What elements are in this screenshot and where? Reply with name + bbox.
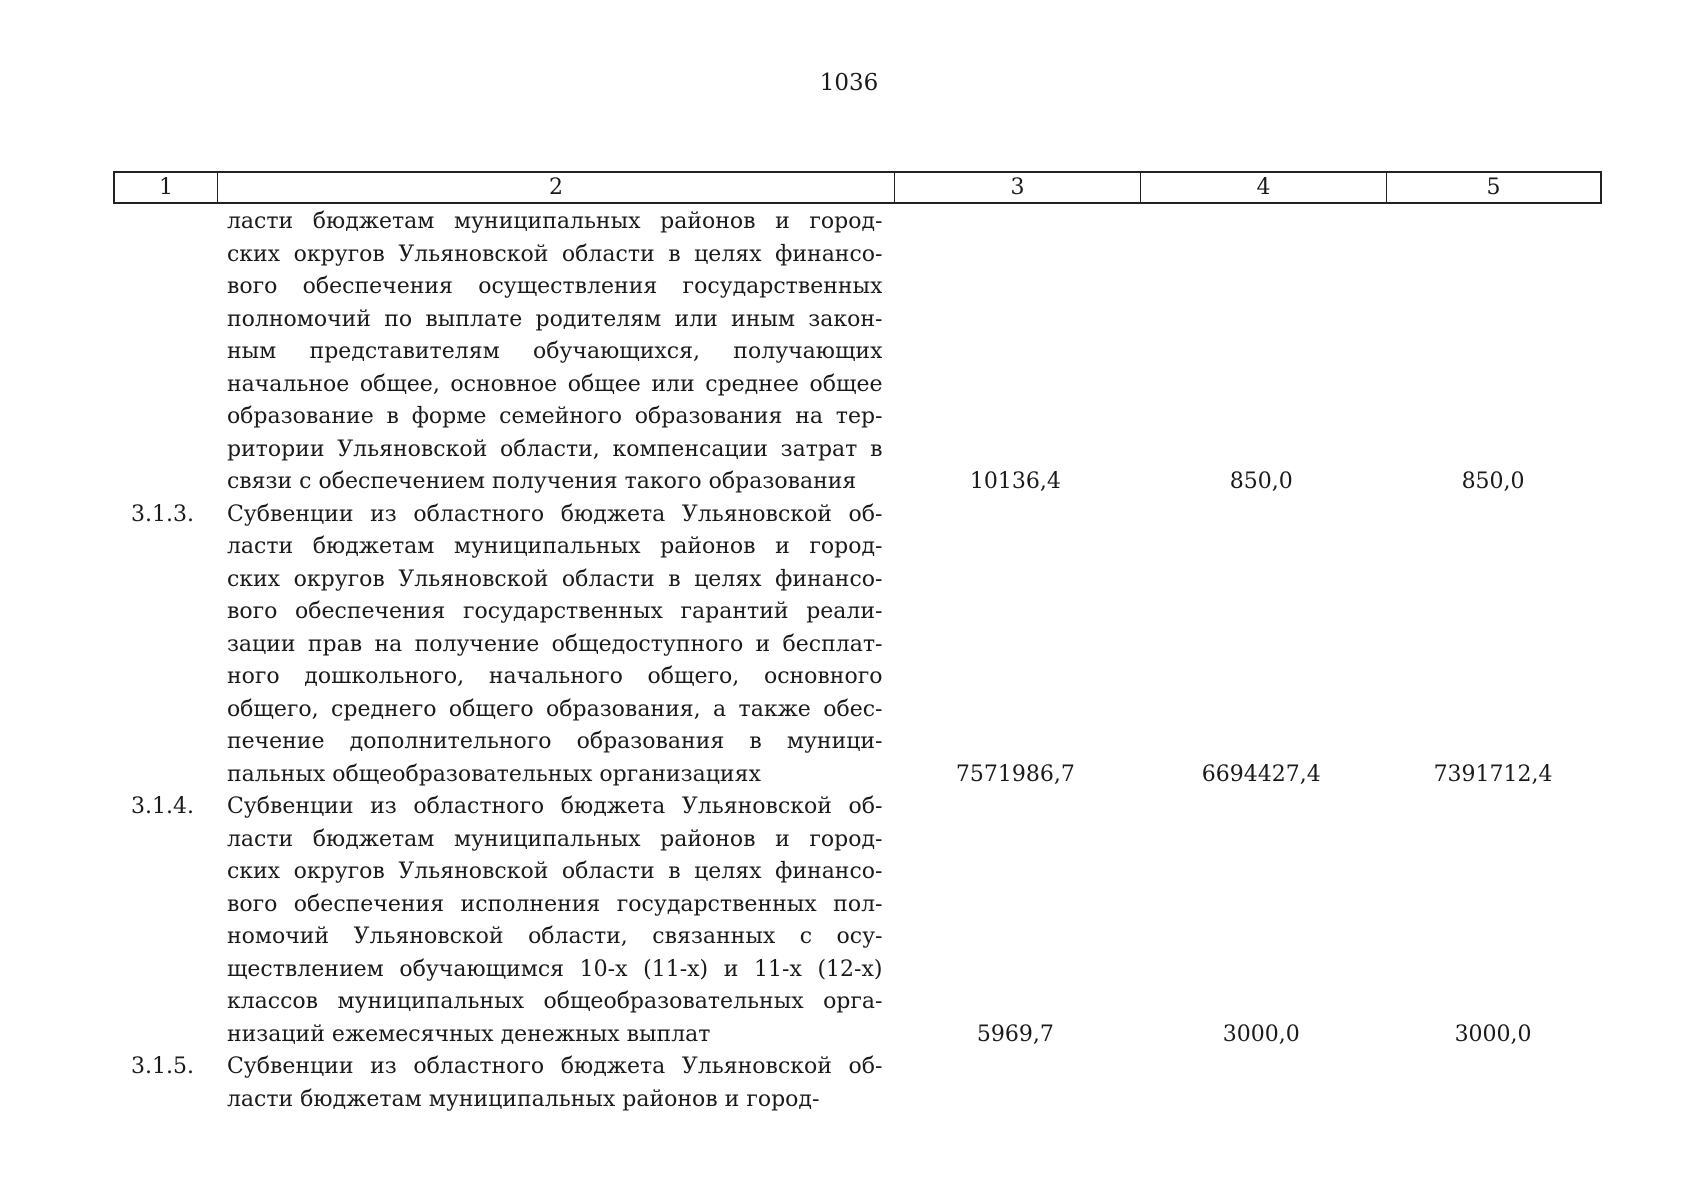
description-line: ласти бюджетам муниципальных районов и город- (226, 1086, 820, 1112)
description-line: номочий Ульяновской области, связанных с осу- (226, 924, 883, 949)
description-line: пальных общеобразовательных организациях (226, 761, 761, 787)
description-line: начальное общее, основное общее или среднее общее (226, 371, 883, 397)
description-line: полномочий по выплате родителям или иным закон- (226, 306, 883, 332)
value-col5: 7391712,4 (1433, 761, 1553, 787)
description-line: ного дошкольного, начального общего, основного (226, 664, 883, 689)
description-line: низаций ежемесячных денежных выплат (226, 1021, 711, 1047)
value-col5: 3000,0 (1454, 1021, 1532, 1047)
description-line: ских округов Ульяновской области в целях финансо- (226, 566, 883, 592)
row-description (216, 499, 893, 792)
description-line: зации прав на получение общедоступного и бесплат- (226, 631, 883, 657)
value-col3: 7571986,7 (955, 761, 1075, 787)
description-line: печение дополнительного образования в муници- (226, 729, 883, 754)
table-row (113, 1051, 1602, 1116)
description-line: ских округов Ульяновской области в целях финансо- (226, 241, 883, 267)
table-row (113, 791, 1602, 1051)
table-row (113, 206, 1602, 499)
value-col5: 850,0 (1461, 469, 1525, 494)
description-line: ным представителям обучающихся, получающих (226, 339, 883, 364)
description-line: Субвенции из областного бюджета Ульяновской об- (226, 501, 883, 527)
description-line: общего, среднего общего образования, а также обес- (226, 696, 883, 722)
value-col4: 850,0 (1229, 469, 1293, 494)
description-line: вого обеспечения исполнения государственных пол- (226, 891, 883, 917)
description-line: связи с обеспечением получения такого образования (226, 469, 857, 494)
row-description (216, 206, 893, 499)
description-line: Субвенции из областного бюджета Ульяновской об- (226, 1054, 883, 1079)
description-line: Субвенции из областного бюджета Ульяновской об- (226, 794, 883, 819)
value-col3: 5969,7 (976, 1021, 1054, 1047)
description-line: ласти бюджетам муниципальных районов и город- (226, 534, 883, 559)
table-body (113, 206, 1602, 1116)
table-row (113, 499, 1602, 792)
description-line: ществлением обучающимся 10-х (11-х) и 11-х (12-х) (226, 956, 883, 982)
description-line: вого обеспечения государственных гарантий реали- (226, 599, 883, 624)
value-col3: 10136,4 (969, 469, 1061, 494)
header-cell-3: 3 (895, 173, 1141, 202)
page-number: 1036 (819, 70, 879, 96)
description-line: образование в форме семейного образования на тер- (226, 404, 883, 429)
row-number: 3.1.5. (131, 1054, 194, 1079)
value-col4: 3000,0 (1222, 1021, 1300, 1047)
header-cell-4: 4 (1141, 173, 1387, 202)
description-line: ритории Ульяновской области, компенсации затрат в (226, 436, 883, 462)
description-line: ласти бюджетам муниципальных районов и город- (226, 209, 883, 234)
table-header (113, 171, 1602, 204)
description-line: ских округов Ульяновской области в целях финансо- (226, 859, 883, 884)
value-col4: 6694427,4 (1201, 761, 1321, 787)
header-cell-5: 5 (1486, 175, 1501, 200)
row-description (216, 791, 893, 1051)
header-cell-2: 2 (218, 173, 895, 202)
description-line: классов муниципальных общеобразовательных орга- (226, 989, 883, 1014)
header-cell-1: 1 (115, 173, 218, 202)
description-line: ласти бюджетам муниципальных районов и город- (226, 826, 883, 852)
row-number: 3.1.4. (131, 794, 194, 819)
row-description (216, 1051, 893, 1116)
row-number: 3.1.3. (131, 501, 194, 527)
description-line: вого обеспечения осуществления государственных (226, 274, 883, 299)
